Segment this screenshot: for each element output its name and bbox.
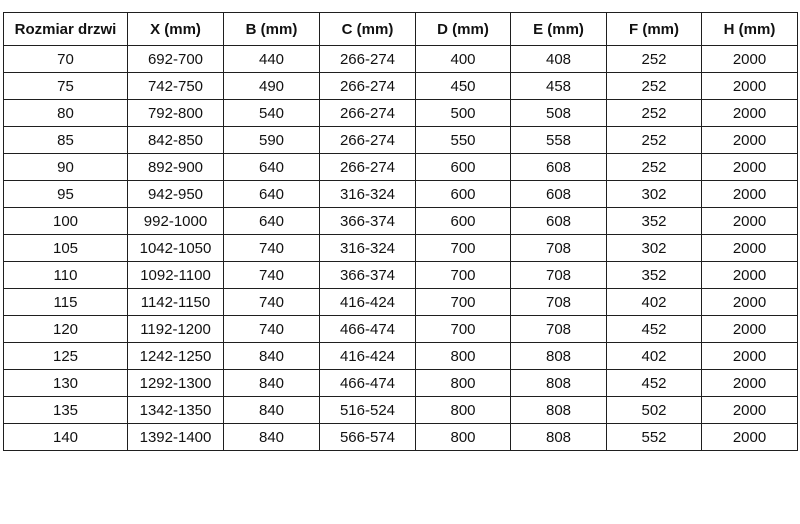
table-cell: 100 xyxy=(4,208,128,235)
table-cell: 700 xyxy=(416,235,511,262)
table-cell: 140 xyxy=(4,424,128,451)
table-row xyxy=(4,73,798,100)
table-cell: 550 xyxy=(416,127,511,154)
table-cell: 892-900 xyxy=(128,154,224,181)
table-body xyxy=(4,46,798,451)
table-cell: 2000 xyxy=(702,316,798,343)
table-cell: 608 xyxy=(511,181,607,208)
table-cell: 540 xyxy=(224,100,320,127)
table-cell: 2000 xyxy=(702,397,798,424)
table-cell: 590 xyxy=(224,127,320,154)
table-cell: 450 xyxy=(416,73,511,100)
table-cell: 85 xyxy=(4,127,128,154)
table-cell: 608 xyxy=(511,154,607,181)
table-cell: 552 xyxy=(607,424,702,451)
table-cell: 692-700 xyxy=(128,46,224,73)
table-cell: 252 xyxy=(607,100,702,127)
table-cell: 366-374 xyxy=(320,262,416,289)
table-cell: 490 xyxy=(224,73,320,100)
table-cell: 130 xyxy=(4,370,128,397)
column-header: D (mm) xyxy=(416,13,511,46)
column-header: E (mm) xyxy=(511,13,607,46)
table-cell: 466-474 xyxy=(320,370,416,397)
table-cell: 808 xyxy=(511,424,607,451)
table-cell: 708 xyxy=(511,262,607,289)
table-cell: 402 xyxy=(607,343,702,370)
table-cell: 452 xyxy=(607,316,702,343)
table-cell: 2000 xyxy=(702,100,798,127)
table-cell: 266-274 xyxy=(320,127,416,154)
table-cell: 125 xyxy=(4,343,128,370)
table-row xyxy=(4,235,798,262)
table-cell: 252 xyxy=(607,127,702,154)
table-cell: 640 xyxy=(224,181,320,208)
table-cell: 400 xyxy=(416,46,511,73)
table-cell: 992-1000 xyxy=(128,208,224,235)
table-cell: 742-750 xyxy=(128,73,224,100)
door-size-table xyxy=(3,12,798,451)
table-cell: 840 xyxy=(224,424,320,451)
table-cell: 302 xyxy=(607,181,702,208)
table-cell: 840 xyxy=(224,370,320,397)
column-header: H (mm) xyxy=(702,13,798,46)
table-cell: 600 xyxy=(416,208,511,235)
table-cell: 942-950 xyxy=(128,181,224,208)
table-cell: 466-474 xyxy=(320,316,416,343)
table-cell: 252 xyxy=(607,73,702,100)
table-row xyxy=(4,316,798,343)
table-cell: 266-274 xyxy=(320,154,416,181)
table-cell: 566-574 xyxy=(320,424,416,451)
table-cell: 105 xyxy=(4,235,128,262)
table-row xyxy=(4,343,798,370)
table-row xyxy=(4,181,798,208)
table-cell: 2000 xyxy=(702,235,798,262)
table-cell: 252 xyxy=(607,154,702,181)
table-cell: 1292-1300 xyxy=(128,370,224,397)
table-cell: 700 xyxy=(416,289,511,316)
table-cell: 700 xyxy=(416,316,511,343)
table-cell: 1092-1100 xyxy=(128,262,224,289)
table-cell: 416-424 xyxy=(320,289,416,316)
table-cell: 640 xyxy=(224,208,320,235)
table-row xyxy=(4,46,798,73)
table-cell: 800 xyxy=(416,397,511,424)
table-cell: 120 xyxy=(4,316,128,343)
table-cell: 808 xyxy=(511,370,607,397)
table-cell: 600 xyxy=(416,154,511,181)
table-cell: 90 xyxy=(4,154,128,181)
table-cell: 700 xyxy=(416,262,511,289)
table-cell: 800 xyxy=(416,370,511,397)
table-cell: 800 xyxy=(416,424,511,451)
table-row xyxy=(4,100,798,127)
table-row xyxy=(4,370,798,397)
table-row xyxy=(4,208,798,235)
table-cell: 608 xyxy=(511,208,607,235)
table-cell: 800 xyxy=(416,343,511,370)
table-cell: 516-524 xyxy=(320,397,416,424)
table-cell: 740 xyxy=(224,262,320,289)
table-cell: 352 xyxy=(607,208,702,235)
table-cell: 740 xyxy=(224,316,320,343)
table-cell: 316-324 xyxy=(320,235,416,262)
table-cell: 508 xyxy=(511,100,607,127)
table-cell: 416-424 xyxy=(320,343,416,370)
table-cell: 500 xyxy=(416,100,511,127)
table-cell: 2000 xyxy=(702,208,798,235)
table-cell: 115 xyxy=(4,289,128,316)
table-cell: 266-274 xyxy=(320,100,416,127)
table-cell: 302 xyxy=(607,235,702,262)
table-cell: 1342-1350 xyxy=(128,397,224,424)
table-cell: 1242-1250 xyxy=(128,343,224,370)
table-cell: 600 xyxy=(416,181,511,208)
table-cell: 2000 xyxy=(702,154,798,181)
table-cell: 840 xyxy=(224,343,320,370)
table-cell: 792-800 xyxy=(128,100,224,127)
table-cell: 2000 xyxy=(702,46,798,73)
table-row xyxy=(4,154,798,181)
table-cell: 95 xyxy=(4,181,128,208)
table-cell: 458 xyxy=(511,73,607,100)
table-cell: 2000 xyxy=(702,262,798,289)
table-cell: 1192-1200 xyxy=(128,316,224,343)
table-cell: 2000 xyxy=(702,424,798,451)
table-row xyxy=(4,127,798,154)
table-cell: 2000 xyxy=(702,289,798,316)
table-cell: 352 xyxy=(607,262,702,289)
table-cell: 2000 xyxy=(702,181,798,208)
table-cell: 708 xyxy=(511,235,607,262)
table-cell: 502 xyxy=(607,397,702,424)
table-cell: 135 xyxy=(4,397,128,424)
table-cell: 1142-1150 xyxy=(128,289,224,316)
column-header: C (mm) xyxy=(320,13,416,46)
table-cell: 366-374 xyxy=(320,208,416,235)
table-cell: 252 xyxy=(607,46,702,73)
table-cell: 640 xyxy=(224,154,320,181)
column-header: B (mm) xyxy=(224,13,320,46)
table-cell: 2000 xyxy=(702,370,798,397)
table-cell: 840 xyxy=(224,397,320,424)
column-header: F (mm) xyxy=(607,13,702,46)
table-row xyxy=(4,289,798,316)
table-cell: 1392-1400 xyxy=(128,424,224,451)
table-cell: 440 xyxy=(224,46,320,73)
table-cell: 408 xyxy=(511,46,607,73)
table-cell: 708 xyxy=(511,316,607,343)
table-cell: 402 xyxy=(607,289,702,316)
table-cell: 808 xyxy=(511,343,607,370)
table-row xyxy=(4,262,798,289)
table-cell: 452 xyxy=(607,370,702,397)
table-cell: 2000 xyxy=(702,343,798,370)
header-row xyxy=(4,13,798,46)
table-cell: 110 xyxy=(4,262,128,289)
table-cell: 740 xyxy=(224,235,320,262)
table-cell: 266-274 xyxy=(320,73,416,100)
table-cell: 740 xyxy=(224,289,320,316)
table-cell: 842-850 xyxy=(128,127,224,154)
table-cell: 75 xyxy=(4,73,128,100)
table-cell: 558 xyxy=(511,127,607,154)
table-cell: 708 xyxy=(511,289,607,316)
table-cell: 2000 xyxy=(702,73,798,100)
table-cell: 808 xyxy=(511,397,607,424)
table-cell: 70 xyxy=(4,46,128,73)
table-cell: 316-324 xyxy=(320,181,416,208)
table-cell: 1042-1050 xyxy=(128,235,224,262)
table-cell: 2000 xyxy=(702,127,798,154)
table-cell: 80 xyxy=(4,100,128,127)
table-cell: 266-274 xyxy=(320,46,416,73)
table-row xyxy=(4,397,798,424)
column-header: X (mm) xyxy=(128,13,224,46)
table-row xyxy=(4,424,798,451)
column-header: Rozmiar drzwi xyxy=(4,13,128,46)
